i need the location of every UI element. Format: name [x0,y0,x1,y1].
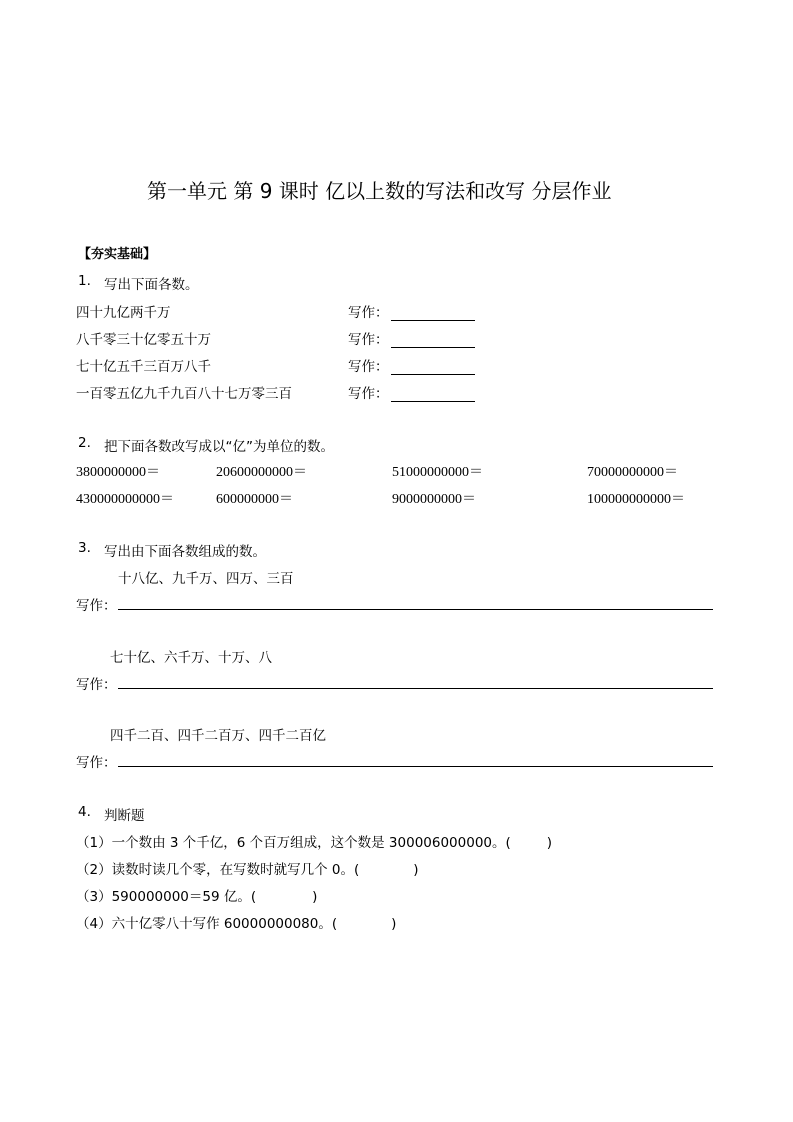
q3-item-2: 七十亿、六千万、十万、八 [110,650,272,666]
close-paren: ) [312,889,318,905]
q2-r2-c4: 100000000000＝ [587,492,685,507]
write-label: 写作： [348,332,389,348]
close-paren: ) [413,862,419,878]
q2-prompt: 把下面各数改写成以“亿”为单位的数。 [104,439,334,455]
answer-blank[interactable] [391,334,475,348]
write-label: 写作： [348,305,389,321]
q4-item-4 [76,912,396,932]
q1-item-2: 八千零三十亿零五十万 [76,332,211,348]
q2-r2-c1: 430000000000＝ [76,492,174,507]
q2-r1-c2: 20600000000＝ [216,465,307,480]
q1-prompt: 写出下面各数。 [104,277,199,293]
q1-item-3: 七十亿五千三百万八千 [76,359,211,375]
q1-item-1: 四十九亿两千万 [76,305,171,321]
q3-prompt: 写出由下面各数组成的数。 [104,544,266,560]
q2-r1-c3: 51000000000＝ [392,465,483,480]
q3-answer-line-1[interactable] [118,609,713,610]
q1-answer-1[interactable] [348,301,475,321]
page-title: 第一单元 第 9 课时 亿以上数的写法和改写 分层作业 [147,179,612,203]
write-label: 写作： [348,359,389,375]
q1-answer-2[interactable] [348,328,475,348]
q4-item-2 [76,858,419,878]
q2-r2-c3: 9000000000＝ [392,492,476,507]
q3-write-label-3: 写作： [76,755,117,771]
q2-number: 2. [78,435,91,451]
q3-item-3: 四千二百、四千二百万、四千二百亿 [110,728,326,744]
q1-answer-4[interactable] [348,382,475,402]
q4-item-3 [76,885,317,905]
q1-answer-3[interactable] [348,355,475,375]
q2-r1-c4: 70000000000＝ [587,465,678,480]
q3-answer-line-2[interactable] [118,688,713,689]
q3-write-label-1: 写作： [76,598,117,614]
q1-number: 1. [78,273,91,289]
q3-answer-line-3[interactable] [118,766,713,767]
write-label: 写作： [348,386,389,402]
q4-item-3-text: （3）590000000＝59 亿。( [76,889,257,905]
q4-item-4-text: （4）六十亿零八十写作 60000000080。( [76,916,338,932]
q3-write-label-2: 写作： [76,677,117,693]
q4-item-2-text: （2）读数时读几个零，在写数时就写几个 0。( [76,862,360,878]
close-paren: ) [391,916,397,932]
answer-blank[interactable] [391,307,475,321]
q2-r1-c1: 3800000000＝ [76,465,160,480]
q4-prompt: 判断题 [104,808,145,824]
q3-number: 3. [78,540,91,556]
close-paren: ) [546,835,553,851]
q3-item-1: 十八亿、九千万、四万、三百 [118,571,294,587]
q1-item-4: 一百零五亿九千九百八十七万零三百 [76,386,292,402]
answer-blank[interactable] [391,388,475,402]
q4-number: 4. [78,804,91,820]
q2-r2-c2: 600000000＝ [216,492,293,507]
answer-blank[interactable] [391,361,475,375]
q4-item-1 [76,831,552,851]
q4-item-1-text: （1）一个数由 3 个千亿，6 个百万组成，这个数是 300006000000。( [76,835,511,851]
section-heading: 【夯实基础】 [78,247,157,262]
